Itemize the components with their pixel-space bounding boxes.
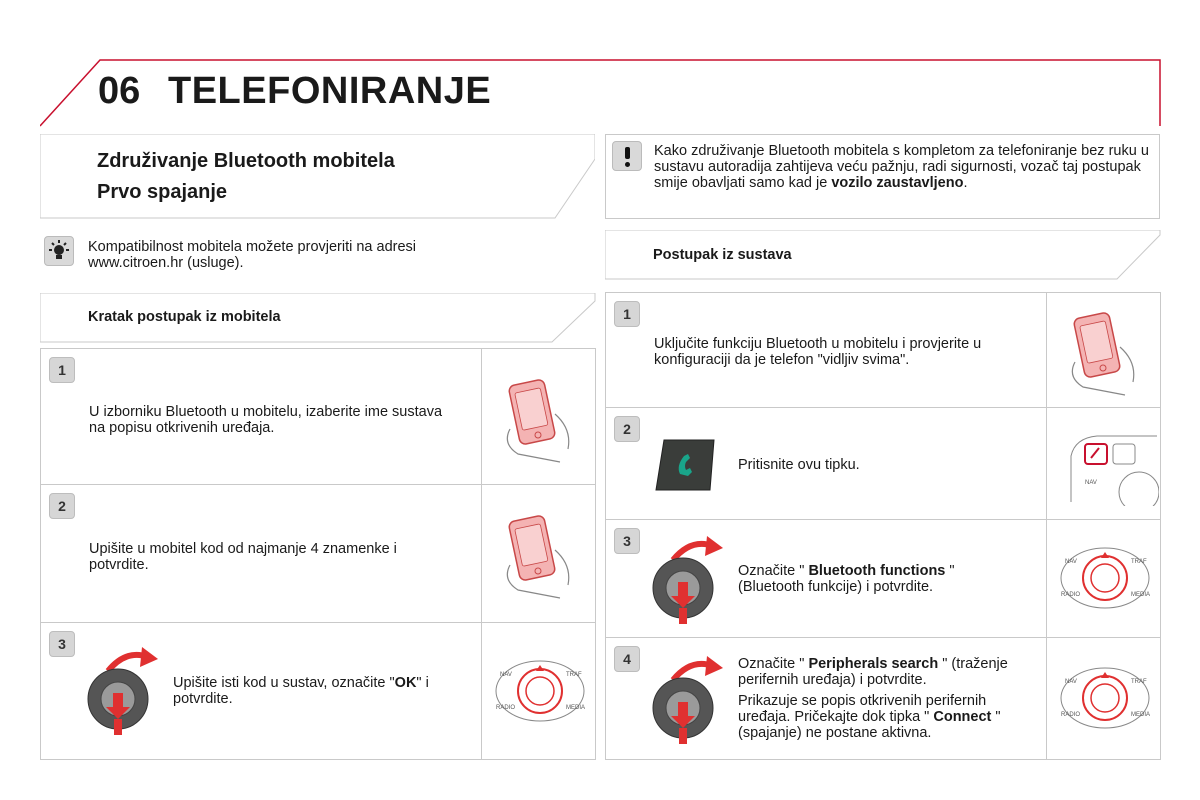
left-step-1 bbox=[40, 348, 596, 485]
left-header: Kratak postupak iz mobitela bbox=[88, 309, 281, 325]
svg-text:TRAF: TRAF bbox=[1131, 679, 1147, 685]
step-text: Uključite funkciju Bluetooth u mobitelu i provjerite u konfiguraciji da je telefon "vidljiv svima". bbox=[654, 336, 982, 368]
step-text: Označite " Bluetooth functions " (Bluetooth funkcije) i potvrdite. bbox=[738, 563, 955, 595]
control-panel-image bbox=[1046, 520, 1160, 637]
step-text: Upišite isti kod u sustav, označite "OK" i potvrdite. bbox=[173, 675, 429, 707]
svg-text:MEDIA: MEDIA bbox=[1131, 592, 1151, 598]
svg-text:RADIO: RADIO bbox=[1061, 592, 1081, 598]
control-panel-image bbox=[1046, 638, 1160, 759]
right-header: Postupak iz sustava bbox=[653, 247, 792, 263]
left-header-box bbox=[40, 293, 596, 343]
step-text: U izborniku Bluetooth u mobitelu, izaberite ime sustava na popisu otkrivenih uređaja. bbox=[89, 404, 443, 436]
chapter-title: TELEFONIRANJE bbox=[168, 70, 492, 112]
phone-hand-icon bbox=[1065, 307, 1145, 397]
right-step-3 bbox=[605, 519, 1161, 638]
svg-text:MEDIA: MEDIA bbox=[1131, 712, 1151, 718]
step-number: 4 bbox=[614, 646, 640, 672]
right-header-box bbox=[605, 230, 1161, 280]
svg-text:RADIO: RADIO bbox=[496, 705, 516, 711]
step-number: 2 bbox=[614, 416, 640, 442]
phone-button-icon bbox=[654, 436, 718, 494]
step-text: Pritisnite ovu tipku. bbox=[738, 457, 860, 473]
warning-text: Kako združivanje Bluetooth mobitela s kompletom za telefoniranje bez ruku u sustavu autoradija zahtijeva veću pažnju, radi sigurnosti, vozač taj postupak smije obavljati samo kad je vozilo zaustavljeno. bbox=[654, 143, 1149, 191]
control-panel-icon bbox=[490, 651, 590, 731]
section-title-line2: Prvo spajanje bbox=[97, 181, 228, 203]
section-title-box bbox=[40, 134, 595, 219]
right-step-2 bbox=[605, 407, 1161, 520]
svg-text:MEDIA: MEDIA bbox=[566, 705, 586, 711]
svg-text:TRAF: TRAF bbox=[1131, 559, 1147, 565]
svg-text:NAV: NAV bbox=[1085, 480, 1097, 486]
right-step-4 bbox=[605, 637, 1161, 760]
tip-line2: www.citroen.hr (usluge). bbox=[88, 255, 244, 271]
tip-icon bbox=[44, 236, 74, 266]
right-step-1 bbox=[605, 292, 1161, 408]
phone-image bbox=[481, 349, 595, 484]
control-panel-icon bbox=[1055, 538, 1155, 618]
svg-text:TRAF: TRAF bbox=[566, 672, 582, 678]
svg-text:NAV: NAV bbox=[500, 672, 512, 678]
rotary-knob-icon bbox=[651, 650, 731, 750]
step-number: 1 bbox=[49, 357, 75, 383]
step-number: 2 bbox=[49, 493, 75, 519]
svg-text:NAV: NAV bbox=[1065, 559, 1077, 565]
phone-hand-icon bbox=[500, 510, 580, 600]
warning-box bbox=[605, 134, 1160, 219]
control-panel-icon bbox=[1055, 658, 1155, 738]
phone-hand-icon bbox=[500, 374, 580, 464]
section-title-line1: Združivanje Bluetooth mobitela bbox=[97, 150, 395, 172]
phone-image bbox=[1046, 293, 1160, 407]
control-panel-image bbox=[481, 623, 595, 759]
svg-text:NAV: NAV bbox=[1065, 679, 1077, 685]
step-number: 3 bbox=[614, 528, 640, 554]
step-text: Upišite u mobitel kod od najmanje 4 znamenke i potvrdite. bbox=[89, 541, 397, 573]
svg-text:RADIO: RADIO bbox=[1061, 712, 1081, 718]
step-number: 3 bbox=[49, 631, 75, 657]
step-text: Označite " Peripherals search " (traženje perifernih uređaja) i potvrdite. bbox=[738, 656, 1008, 688]
warning-icon bbox=[612, 141, 642, 171]
step-number: 1 bbox=[614, 301, 640, 327]
dashboard-image bbox=[1046, 408, 1160, 519]
rotary-knob-icon bbox=[86, 641, 166, 741]
left-step-3 bbox=[40, 622, 596, 760]
dashboard-buttons-icon bbox=[1067, 426, 1159, 506]
chapter-number: 06 bbox=[98, 70, 141, 112]
tip-line1: Kompatibilnost mobitela možete provjeriti na adresi bbox=[88, 239, 417, 255]
left-step-2 bbox=[40, 484, 596, 623]
phone-image bbox=[481, 485, 595, 622]
step-text-2: Prikazuje se popis otkrivenih perifernih uređaja. Pričekajte dok tipka " Connect " (spajanje) ne postane aktivna. bbox=[738, 693, 1001, 741]
rotary-knob-icon bbox=[651, 530, 731, 630]
